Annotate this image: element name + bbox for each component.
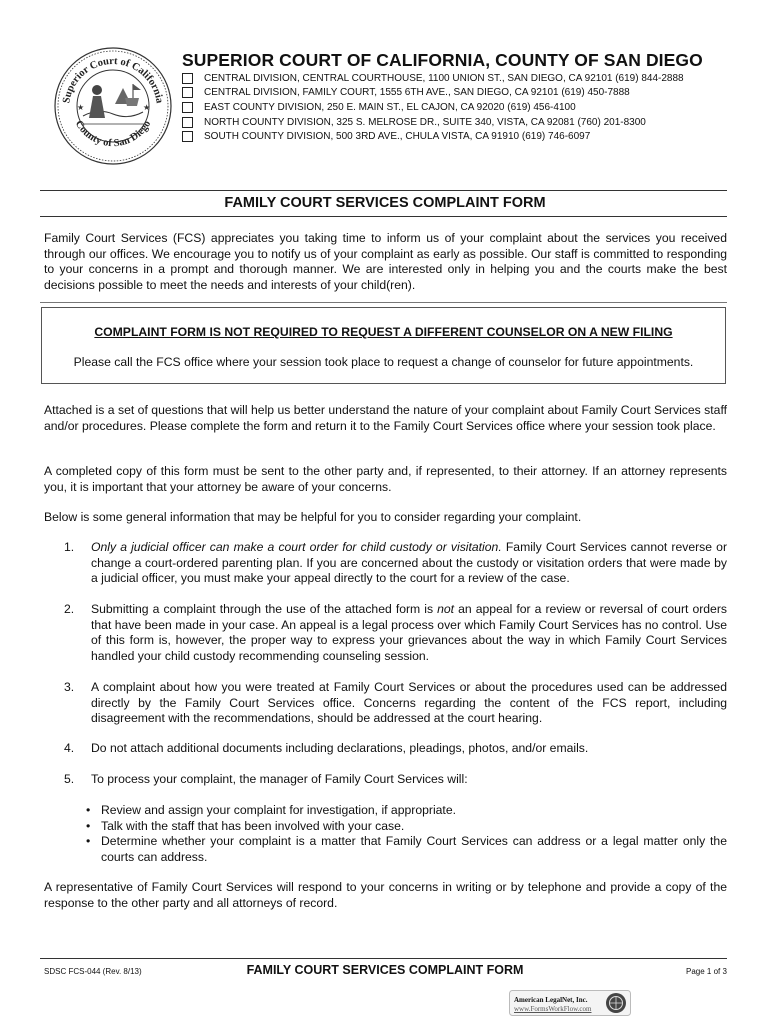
notice-divider: [40, 302, 727, 303]
division-option: [182, 129, 684, 144]
manager-actions-list: [86, 803, 727, 865]
list-item-3: A complaint about how you were treated at Family Court Services or about the procedures used can be addressed directly by the Family Court Services office. Concerns regarding the content of the FCS report, including disagreement with the recommendations, should be addressed at the court hearing.: [91, 680, 727, 726]
general-info-paragraph: Below is some general information that may be helpful for you to consider regarding your complaint.: [44, 510, 582, 524]
item-number: 4.: [64, 741, 75, 755]
item-number: 2.: [64, 602, 75, 616]
list-item-1: [91, 540, 727, 587]
notice-heading: COMPLAINT FORM IS NOT REQUIRED TO REQUEST A DIFFERENT COUNSELOR ON A NEW FILING: [94, 325, 673, 339]
bullet-icon: •: [86, 834, 91, 849]
division-label: SOUTH COUNTY DIVISION, 500 3RD AVE., CHULA VISTA, CA 91910 (619) 746-6097: [204, 131, 591, 143]
item-2-text-post: an appeal for a review or reversal of court orders that have been made in your case. An appeal is a legal process over which Family Court Services has no control. Use of this form is, however, the proper way to express your grievances about the way in which Family Court Services handled your child custody recommending counseling session.: [91, 602, 727, 663]
list-item: [86, 834, 727, 865]
intro-paragraph: Family Court Services (FCS) appreciates you taking time to inform us of your complaint about the services you received through our offices. We encourage you to notify us of your complaint as early as possible. Our staff is committed to responding to your concerns in a prompt and thorough manner. We are interested only in helping you and the courts make the best decisions possible to meet the needs and interests of your child(ren).: [44, 231, 727, 292]
publisher-link[interactable]: www.FormsWorkFlow.com: [514, 1005, 592, 1013]
closing-paragraph: A representative of Family Court Services will respond to your concerns in writing or by telephone and provide a copy of the response to the other party and all attorneys of record.: [44, 880, 727, 910]
title-rule-top: [40, 190, 727, 191]
list-item: [86, 819, 727, 835]
bullet-icon: •: [86, 818, 91, 833]
item-number: 3.: [64, 680, 75, 694]
division-checkbox-south-county[interactable]: [182, 131, 193, 142]
copy-paragraph: A completed copy of this form must be sent to the other party and, if represented, to their attorney. If an attorney represents you, it is important that your attorney be aware of your concerns.: [44, 464, 727, 494]
publisher-globe-icon: [605, 992, 627, 1014]
svg-text:County of San Diego: County of San Diego: [72, 118, 154, 150]
svg-text:★: ★: [77, 103, 85, 112]
division-checkbox-north-county[interactable]: [182, 117, 193, 128]
division-checkbox-central-family-court[interactable]: [182, 87, 193, 98]
svg-text:Superior Court of California: Superior Court of California: [61, 55, 165, 105]
item-2-text-pre: Submitting a complaint through the use of the attached form is: [91, 602, 438, 616]
publisher-name: American LegalNet, Inc.: [514, 996, 588, 1004]
division-option: [182, 100, 684, 115]
item-1-emphasis: Only a judicial officer can make a court order for child custody or visitation.: [91, 540, 502, 554]
form-title: FAMILY COURT SERVICES COMPLAINT FORM: [224, 195, 546, 211]
svg-text:★: ★: [143, 103, 151, 112]
item-number: 5.: [64, 772, 75, 786]
division-label: CENTRAL DIVISION, FAMILY COURT, 1555 6TH AVE., SAN DIEGO, CA 92101 (619) 450-7888: [204, 87, 630, 99]
item-2-emphasis: not: [437, 602, 455, 616]
item-number: 1.: [64, 540, 75, 554]
footer-rule: [40, 958, 727, 959]
notice-box: [41, 307, 726, 384]
bullet-text: Review and assign your complaint for investigation, if appropriate.: [101, 803, 456, 817]
footer-title: FAMILY COURT SERVICES COMPLAINT FORM: [246, 963, 524, 977]
form-id: SDSC FCS-044 (Rev. 8/13): [44, 967, 142, 976]
list-item-2: [91, 602, 727, 664]
attached-paragraph: Attached is a set of questions that will help us better understand the nature of your complaint about Family Court Services staff and/or procedures. Please complete the form and return it to the Family Court Services office where your session took place.: [44, 403, 727, 433]
title-rule-bottom: [40, 216, 727, 217]
division-label: NORTH COUNTY DIVISION, 325 S. MELROSE DR., SUITE 340, VISTA, CA 92081 (760) 201-8300: [204, 116, 646, 128]
division-option: [182, 71, 684, 86]
bullet-icon: •: [86, 803, 91, 817]
bullet-text: Determine whether your complaint is a matter that Family Court Services can address or a legal matter only the courts can address.: [101, 834, 727, 864]
division-option: [182, 115, 684, 130]
list-item: [86, 803, 727, 819]
notice-body: Please call the FCS office where your session took place to request a change of counselor for future appointments.: [73, 355, 694, 369]
bullet-text: Talk with the staff that has been involved with your case.: [101, 818, 405, 833]
court-title: SUPERIOR COURT OF CALIFORNIA, COUNTY OF SAN DIEGO: [182, 50, 703, 70]
list-item-5: To process your complaint, the manager of Family Court Services will:: [91, 772, 468, 786]
court-seal-logo: [53, 46, 173, 166]
division-list: [182, 71, 684, 144]
division-checkbox-east-county[interactable]: [182, 102, 193, 113]
division-label: CENTRAL DIVISION, CENTRAL COURTHOUSE, 1100 UNION ST., SAN DIEGO, CA 92101 (619) 844-2888: [204, 72, 684, 84]
item-1-text: Family Court Services cannot reverse or change a court-ordered parenting plan. If you are concerned about the custody or visitation orders that were made by a judicial officer, you must make your appeal directly to the court for a review of the case.: [91, 540, 727, 586]
division-checkbox-central-courthouse[interactable]: [182, 73, 193, 84]
division-label: EAST COUNTY DIVISION, 250 E. MAIN ST., EL CAJON, CA 92020 (619) 456-4100: [204, 101, 576, 113]
list-item-4: Do not attach additional documents including declarations, pleadings, photos, and/or emails.: [91, 741, 589, 755]
page-number: Page 1 of 3: [686, 967, 727, 976]
division-option: [182, 86, 684, 101]
